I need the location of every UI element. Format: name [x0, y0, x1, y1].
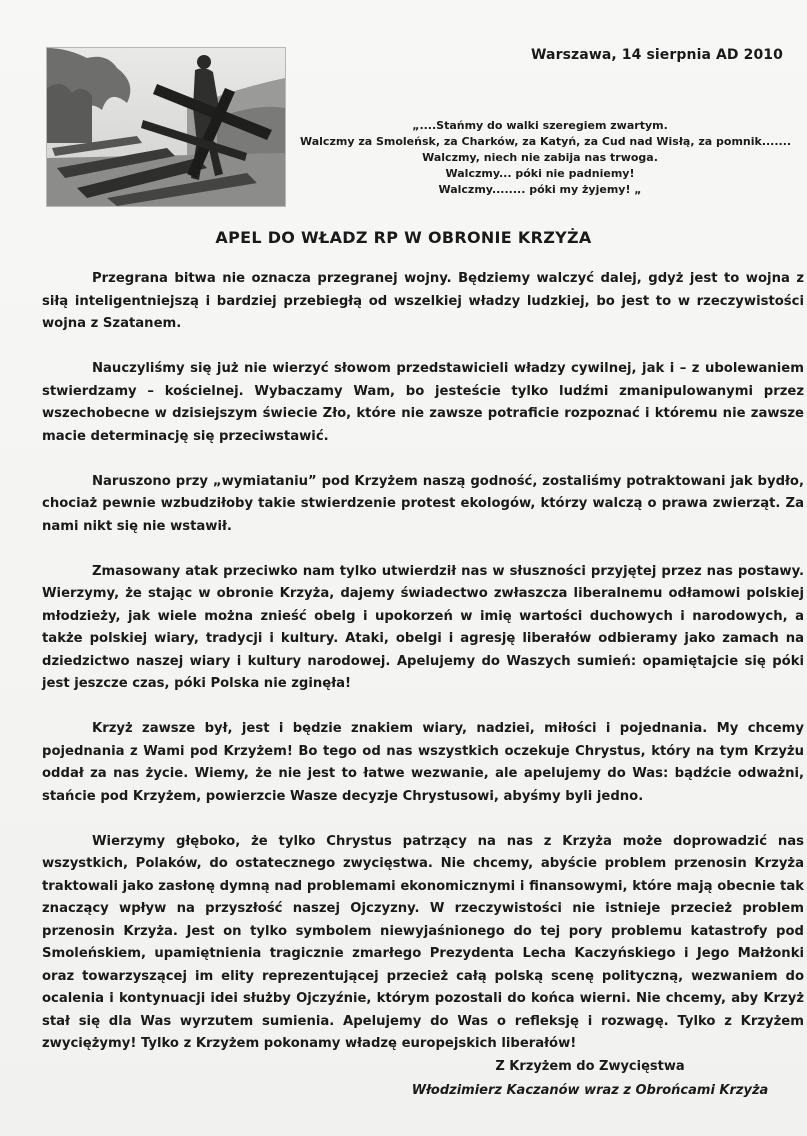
photo-illustration — [47, 48, 285, 206]
letter-date: Warszawa, 14 sierpnia AD 2010 — [531, 47, 783, 63]
signature-motto: Z Krzyżem do Zwycięstwa — [495, 1059, 685, 1074]
body-paragraph: Wierzymy głęboko, że tylko Chrystus patrzący na nas z Krzyża może doprowadzić nas wszystkich, Polaków, do ostatecznego zwycięstwa. Nie chcemy, abyście problem przenosin Krzyża traktowali jako zasłonę dymną nad problemami ekonomicznymi i finansowymi, które mają obecnie tak znaczący wpływ na przyszłość naszej Ojczyzny. W rzeczywistości nie istnieje przecież problem przenosin Krzyża. Jest on tylko symbolem niewyjaśnionego do tej pory problemu katastrofy pod Smoleńskiem, upamiętnienia tragicznie zmarłego Prezydenta Lecha Kaczyńskiego i Jego Małżonki oraz towarzyszącej im elity reprezentującej przecież całą polską scenę polityczną, wezwaniem do ocalenia i kontynuacji idei służby Ojczyźnie, którym pozostali do końca wierni. Nie chcemy, aby Krzyż stał się dla Was wyrzutem sumienia. Apelujemy do Was o refleksję i rozwagę. Tylko z Krzyżem zwyciężymy! Tylko z Krzyżem pokonamy władzę europejskich liberałów! — [42, 833, 804, 1051]
quote-line: „....Stańmy do walki szeregiem zwartym. — [412, 119, 668, 132]
quote-line: Walczmy za Smoleńsk, za Charków, za Katyń, za Cud nad Wisłą, za pomnik....... — [300, 135, 792, 148]
cross-photo-icon — [46, 47, 286, 207]
document-title: APEL DO WŁADZ RP W OBRONIE KRZYŻA — [215, 228, 592, 247]
quote-line: Walczmy, niech nie zabija nas trwoga. — [422, 151, 658, 164]
body-paragraph: Nauczyliśmy się już nie wierzyć słowom przedstawicieli władzy cywilnej, jak i – z ubolewaniem stwierdzamy – kościelnej. Wybaczamy Wam, bo jesteście tylko ludźmi zmanipulowanymi przez wszechobecne w dzisiejszym świecie Zło, które nie zawsze potraficie rozpoznać i któremu nie zawsze macie determinację się przeciwstawić. — [42, 361, 804, 444]
body-paragraph: Naruszono przy „wymiataniu” pod Krzyżem naszą godność, zostaliśmy potraktowani jak bydło, chociaż pewnie wzbudziłoby takie stwierdzenie protest ekologów, którzy walczą o prawa zwierząt. Za nami nikt się nie wstawił. — [42, 473, 804, 534]
letter-body — [42, 268, 804, 1078]
signature-block — [390, 1055, 790, 1103]
body-paragraph: Zmasowany atak przeciwko nam tylko utwierdził nas w słuszności przyjętej przez nas postawy. Wierzymy, że stając w obronie Krzyża, dajemy świadectwo zwłaszcza liberalnemu odłamowi polskiej młodzieży, jak wiele można znieść obelg i upokorzeń w imię wartości duchowych i narodowych, a także polskiej wiary, tradycji i kultury. Ataki, obelgi i agresję liberałów odbieramy jako zamach na dziedzictwo naszej wiary i kultury narodowej. Apelujemy do Waszych sumień: opamiętajcie się póki jest jeszcze czas, póki Polska nie zginęła! — [42, 563, 804, 691]
quote-line: Walczmy........ póki my żyjemy! „ — [438, 183, 642, 196]
poem-quote — [300, 118, 792, 198]
body-paragraph: Przegrana bitwa nie oznacza przegranej wojny. Będziemy walczyć dalej, gdyż jest to wojna z siłą inteligentniejszą i bardziej przebiegłą od wszelkiej władzy ludzkiej, bo jest to w rzeczywistości wojna z Szatanem. — [42, 271, 804, 331]
signature-author: Włodzimierz Kaczanów wraz z Obrońcami Krzyża — [411, 1083, 769, 1098]
body-paragraph: Krzyż zawsze był, jest i będzie znakiem wiary, nadziei, miłości i pojednania. My chcemy pojednania z Wami pod Krzyżem! Bo tego od nas wszystkich oczekuje Chrystus, który na tym Krzyżu oddał za nas życie. Wiemy, że nie jest to łatwe wezwanie, ale apelujemy do Was: bądźcie odważni, stańcie pod Krzyżem, powierzcie Wasze decyzje Chrystusowi, abyśmy byli jedno. — [42, 721, 804, 804]
quote-line: Walczmy... póki nie padniemy! — [445, 167, 635, 180]
